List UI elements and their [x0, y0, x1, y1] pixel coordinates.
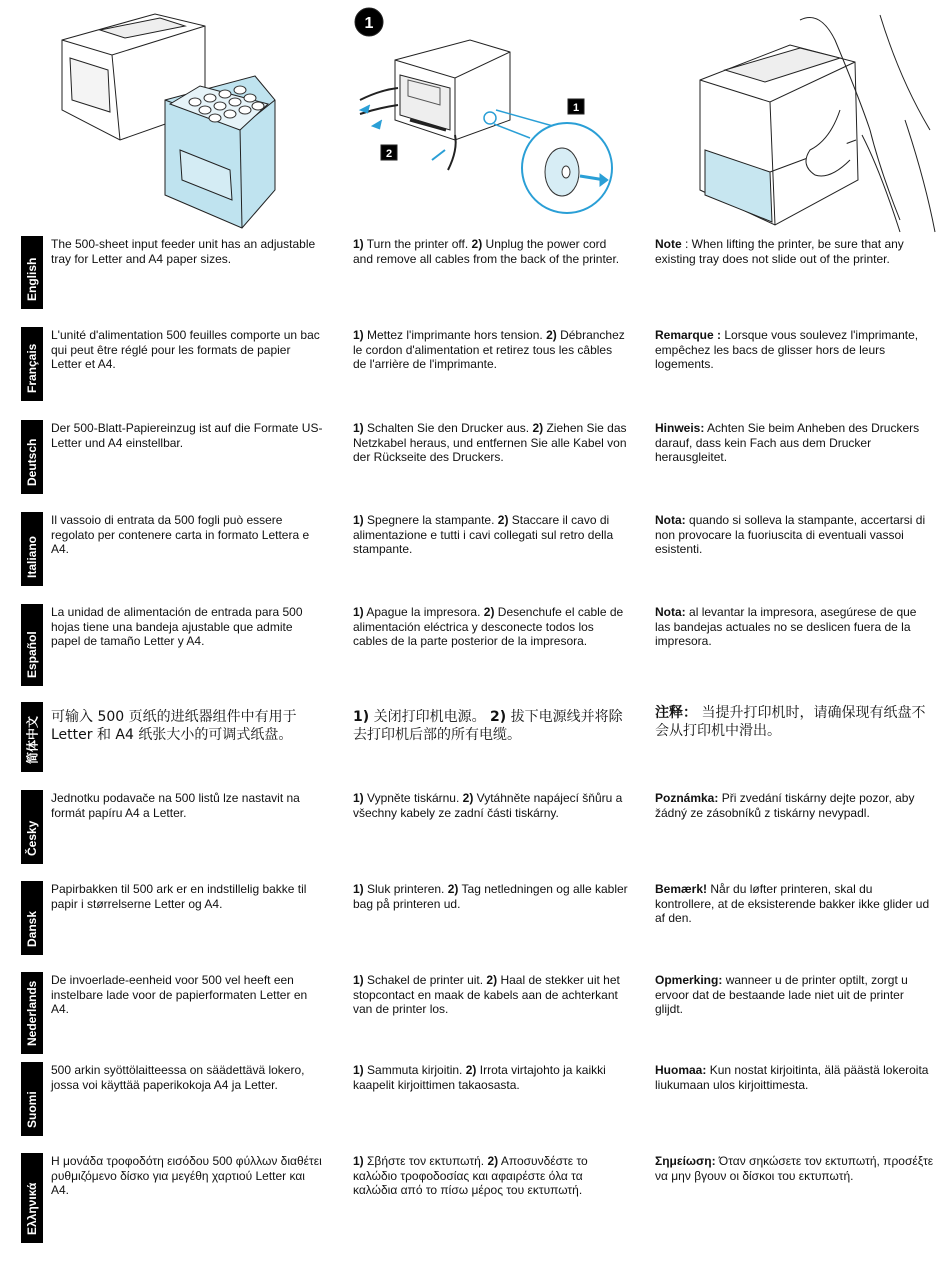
lifting-note [655, 882, 935, 926]
step-text: Débranchez le cordon d'alimentation et retirez tous les câbles de l'arrière de l'imprimante. [353, 328, 625, 372]
lifting-note [655, 421, 935, 465]
lifting-note [655, 237, 935, 266]
lifting-note [655, 1154, 935, 1183]
note-label: Opmerking: [655, 973, 723, 987]
step-number: 2) [497, 513, 509, 527]
language-tab [21, 604, 43, 686]
step-number: 1) [353, 605, 364, 619]
note-text: 当提升打印机时，请确保现有纸盘不会从打印机中滑出。 [655, 705, 926, 739]
language-label: Suomi [25, 1091, 39, 1128]
language-label: Ελληνικά [25, 1182, 39, 1235]
step-text: Σβήστε τον εκτυπωτή. [367, 1154, 485, 1168]
language-label: Français [25, 343, 39, 393]
step-number: 1) [353, 421, 364, 435]
feeder-description: De invoerlade-eenheid voor 500 vel heeft een instelbare lade voor de papierformaten Letter en A4. [51, 973, 308, 1017]
language-label: Dansk [25, 910, 39, 947]
power-off-instructions [353, 1154, 628, 1198]
step-number: 2) [471, 237, 483, 251]
note-text: al levantar la impresora, asegúrese de que las bandejas actuales no se deslicen fuera de la impresora. [655, 605, 917, 649]
feeder-description: Il vassoio di entrata da 500 fogli può essere regolato per contenere carta in formato Lettera e A4. [51, 513, 310, 557]
step-text: Ziehen Sie das Netzkabel heraus, und entfernen Sie alle Kabel von der Rückseite des Druckers. [353, 421, 627, 465]
note-label: Note [655, 237, 682, 251]
step-number: 2) [532, 421, 544, 435]
note-text: Při zvedání tiskárny dejte pozor, aby žádný ze zásobníků z tiskárny nevypadl. [655, 791, 915, 820]
power-off-instructions [353, 973, 628, 1017]
power-off-instructions [353, 1063, 628, 1092]
lifting-note [655, 973, 935, 1017]
power-off-instructions [353, 328, 628, 372]
step-text: Schakel de printer uit. [367, 973, 484, 987]
note-label: Remarque : [655, 328, 722, 342]
language-tab [21, 1062, 43, 1136]
feeder-description: 500 arkin syöttölaitteessa on säädettävä lokero, jossa voi käyttää paperikokoja A4 ja Letter. [51, 1063, 305, 1092]
step-number: 2) [447, 882, 459, 896]
feeder-description: L'unité d'alimentation 500 feuilles comporte un bac qui peut être réglé pour les formats de papier Letter et A4. [51, 328, 320, 372]
illustration-strip [0, 0, 950, 235]
language-label: Česky [25, 820, 39, 856]
step-number: 1) [353, 882, 364, 896]
note-label: Bemærk! [655, 882, 708, 896]
note-label: Nota: [655, 513, 686, 527]
note-label: 注释： [655, 705, 697, 721]
step-number: 2) [486, 973, 498, 987]
note-label: Huomaa: [655, 1063, 707, 1077]
note-text: quando si solleva la stampante, accertarsi di non provocare la fuoriuscita di eventuali vassoi esistenti. [655, 513, 926, 557]
feeder-description: La unidad de alimentación de entrada para 500 hojas tiene una bandeja ajustable que admite papel de tamaño Letter y A4. [51, 605, 303, 649]
step-text: Sammuta kirjoitin. [367, 1063, 463, 1077]
power-off-instructions [353, 791, 628, 820]
step-number: 2) [546, 328, 557, 342]
lifting-note [655, 791, 935, 820]
step-text: Sluk printeren. [367, 882, 445, 896]
language-label: Nederlands [25, 980, 39, 1046]
note-label: Poznámka: [655, 791, 719, 805]
printer-back-cables-illustration [355, 8, 612, 213]
feeder-description: 可输入 500 页纸的进纸器组件中有用于 Letter 和 A4 纸张大小的可调式纸盘。 [51, 709, 297, 743]
lifting-printer-illustration [700, 15, 935, 232]
step-text: Turn the printer off. [366, 237, 469, 251]
step-number: 1) [353, 328, 364, 342]
step-text: Vytáhněte napájecí šňůru a všechny kabely ze zadní části tiskárny. [353, 791, 623, 820]
language-tab [21, 420, 43, 494]
printer-and-feeder-illustration [62, 14, 275, 228]
note-text: : When lifting the printer, be sure that any existing tray does not slide out of the printer. [655, 237, 904, 266]
step-number: 1) [353, 1063, 364, 1077]
note-text: Achten Sie beim Anheben des Druckers darauf, dass kein Fach aus dem Drucker herausgleitet. [655, 421, 920, 465]
step-number: 2) [487, 1154, 499, 1168]
step-text: Mettez l'imprimante hors tension. [367, 328, 543, 342]
step-text: 关闭打印机电源。 [373, 709, 486, 725]
step-number: 1) [353, 513, 364, 527]
power-off-instructions [353, 513, 628, 557]
note-label: Σημείωση: [655, 1154, 716, 1168]
step-number: 1) [353, 1154, 364, 1168]
feeder-description: Papirbakken til 500 ark er en indstillelig bakke til papir i størrelserne Letter og A4. [51, 882, 307, 911]
language-tab [21, 512, 43, 586]
step-number: 1) [353, 709, 370, 725]
language-tab [21, 327, 43, 401]
language-tab [21, 790, 43, 864]
step-text: Staccare il cavo di alimentazione e tutti i cavi collegati sul retro della stampante. [353, 513, 614, 557]
power-off-instructions [353, 882, 628, 911]
language-tab [21, 972, 43, 1054]
language-label: 简体中文 [25, 715, 40, 764]
feeder-description: Jednotku podavače na 500 listů lze nastavit na formát papíru A4 a Letter. [51, 791, 300, 820]
feeder-description: Η μονάδα τροφοδότη εισόδου 500 φύλλων διαθέτει ρυθμιζόμενο δίσκο για μεγέθη χαρτιού Letter και A4. [51, 1154, 322, 1198]
note-text: wanneer u de printer optilt, zorgt u ervoor dat de bestaande lade niet uit de printer glijdt. [655, 973, 908, 1017]
feeder-description: Der 500-Blatt-Papiereinzug ist auf die Formate US-Letter und A4 einstellbar. [51, 421, 323, 450]
power-off-instructions [353, 421, 628, 465]
step-text: Irrota virtajohto ja kaikki kaapelit kirjoittimen takaosasta. [353, 1063, 606, 1092]
power-off-instructions [353, 708, 628, 744]
step-text: Apague la impresora. [366, 605, 481, 619]
step-number: 2) [490, 709, 507, 725]
step-number: 1) [353, 791, 364, 805]
step-text: Αποσυνδέστε το καλώδιο τροφοδοσίας και αφαιρέστε όλα τα καλώδια από το πίσω μέρος του εκτυπωτή. [353, 1154, 588, 1198]
step-text: Unplug the power cord and remove all cables from the back of the printer. [353, 237, 620, 266]
lifting-note [655, 513, 935, 557]
language-tab [21, 881, 43, 955]
power-off-instructions [353, 605, 628, 649]
language-label: Italiano [25, 535, 39, 578]
language-label: English [25, 257, 39, 301]
callout-1: 1 [572, 102, 580, 114]
callout-2: 2 [385, 148, 393, 160]
lifting-note [655, 704, 935, 740]
step-text: Desenchufe el cable de alimentación eléctrica y desconecte todos los cables de la parte posterior de la impresora. [353, 605, 624, 649]
step-number: 1) [353, 973, 364, 987]
lifting-note [655, 328, 935, 372]
lifting-note [655, 605, 935, 649]
step-text: Schalten Sie den Drucker aus. [367, 421, 530, 435]
step-number: 1) [353, 237, 364, 251]
step-badge-number: 1 [364, 15, 374, 32]
note-text: Når du løfter printeren, skal du kontrollere, at de eksisterende bakker ikke glider ud af den. [655, 882, 930, 926]
step-text: Haal de stekker uit het stopcontact en maak de kabels aan de achterkant van de printer los. [353, 973, 620, 1017]
language-label: Deutsch [25, 438, 39, 486]
step-text: Spegnere la stampante. [367, 513, 495, 527]
step-number: 2) [462, 791, 474, 805]
feeder-description: The 500-sheet input feeder unit has an adjustable tray for Letter and A4 paper sizes. [51, 237, 316, 266]
language-tab [21, 702, 43, 772]
note-text: Lorsque vous soulevez l'imprimante, empêchez les bacs de glisser hors de leurs logements. [655, 328, 919, 372]
lifting-note [655, 1063, 935, 1092]
note-label: Hinweis: [655, 421, 705, 435]
language-label: Español [25, 631, 39, 678]
language-tab [21, 1153, 43, 1243]
language-tab [21, 236, 43, 309]
step-text: 拔下电源线并将除去打印机后部的所有电缆。 [353, 709, 623, 743]
step-number: 2) [483, 605, 495, 619]
power-off-instructions [353, 237, 628, 266]
step-text: Tag netledningen og alle kabler bag på printeren ud. [353, 882, 628, 911]
note-text: Kun nostat kirjoitinta, älä päästä lokeroita liukumaan ulos kirjoittimesta. [655, 1063, 929, 1092]
step-number: 2) [465, 1063, 477, 1077]
step-text: Vypněte tiskárnu. [367, 791, 460, 805]
note-label: Nota: [655, 605, 686, 619]
note-text: Όταν σηκώσετε τον εκτυπωτή, προσέξτε να μην βγουν οι δίσκοι του εκτυπωτή. [655, 1154, 934, 1183]
